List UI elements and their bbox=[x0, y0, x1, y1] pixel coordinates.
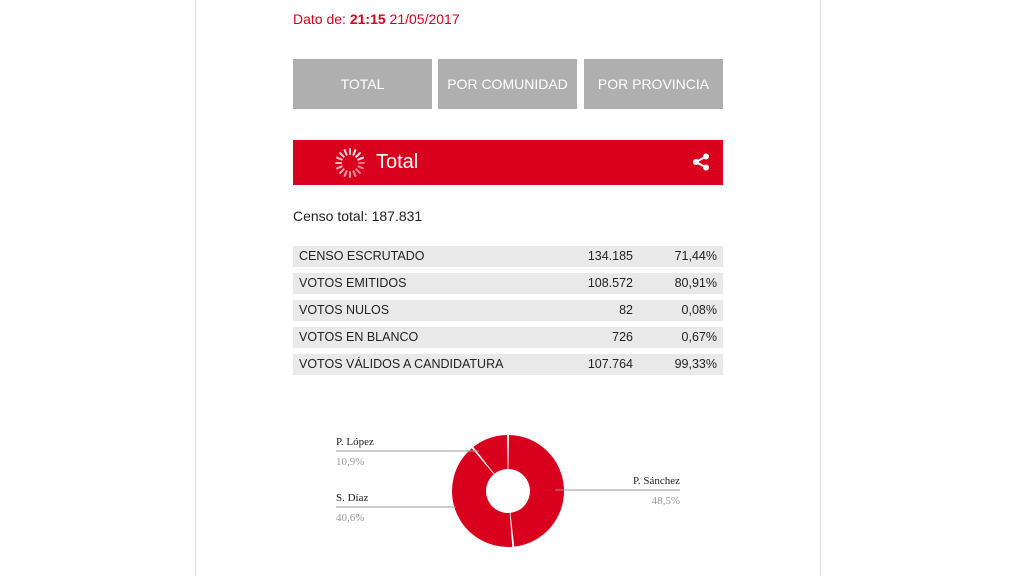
section-banner bbox=[293, 140, 723, 185]
pie-value-label: 40,6% bbox=[336, 512, 365, 524]
row-label: CENSO ESCRUTADO bbox=[299, 249, 425, 263]
tab-por-comunidad[interactable]: POR COMUNIDAD bbox=[438, 59, 577, 109]
pie-category-label: P. López bbox=[336, 436, 374, 448]
censo-value: 187.831 bbox=[371, 208, 423, 224]
row-percent: 0,08% bbox=[681, 303, 717, 317]
table-row bbox=[293, 300, 723, 321]
pie-category-label: S. Díaz bbox=[336, 492, 369, 504]
tab-total[interactable]: TOTAL bbox=[293, 59, 432, 109]
row-label: VOTOS EN BLANCO bbox=[299, 330, 419, 344]
row-percent: 71,44% bbox=[674, 249, 717, 263]
data-timestamp bbox=[293, 11, 460, 27]
timestamp-date: 21/05/2017 bbox=[385, 11, 460, 27]
row-value: 82 bbox=[619, 303, 633, 317]
stats-table bbox=[293, 246, 723, 381]
pie-value-label: 10,9% bbox=[336, 456, 365, 468]
row-percent: 99,33% bbox=[674, 357, 717, 371]
censo-label: Censo total: bbox=[293, 208, 372, 224]
table-row bbox=[293, 246, 723, 267]
row-label: VOTOS VÁLIDOS A CANDIDATURA bbox=[299, 357, 504, 371]
row-label: VOTOS NULOS bbox=[299, 303, 390, 317]
timestamp-prefix: Dato de: bbox=[293, 11, 350, 27]
tab-por-provincia[interactable]: POR PROVINCIA bbox=[584, 59, 723, 109]
results-tabs bbox=[293, 59, 723, 109]
pie-value-label: 48,5% bbox=[651, 495, 680, 507]
row-percent: 80,91% bbox=[674, 276, 717, 290]
section-title: Total bbox=[376, 151, 419, 173]
pie-slice bbox=[508, 435, 564, 547]
pie-category-label: P. Sánchez bbox=[632, 475, 680, 487]
censo-total bbox=[293, 208, 422, 224]
row-value: 107.764 bbox=[587, 357, 633, 371]
results-donut-chart bbox=[293, 420, 723, 576]
row-label: VOTOS EMITIDOS bbox=[299, 276, 407, 290]
table-row bbox=[293, 273, 723, 294]
share-icon[interactable] bbox=[692, 153, 710, 171]
table-row bbox=[293, 327, 723, 348]
row-value: 726 bbox=[612, 330, 633, 344]
row-percent: 0,67% bbox=[681, 330, 717, 344]
row-value: 134.185 bbox=[587, 249, 633, 263]
loading-sunburst-icon bbox=[334, 147, 366, 179]
table-row bbox=[293, 354, 723, 375]
row-value: 108.572 bbox=[587, 276, 633, 290]
timestamp-time: 21:15 bbox=[349, 11, 386, 27]
